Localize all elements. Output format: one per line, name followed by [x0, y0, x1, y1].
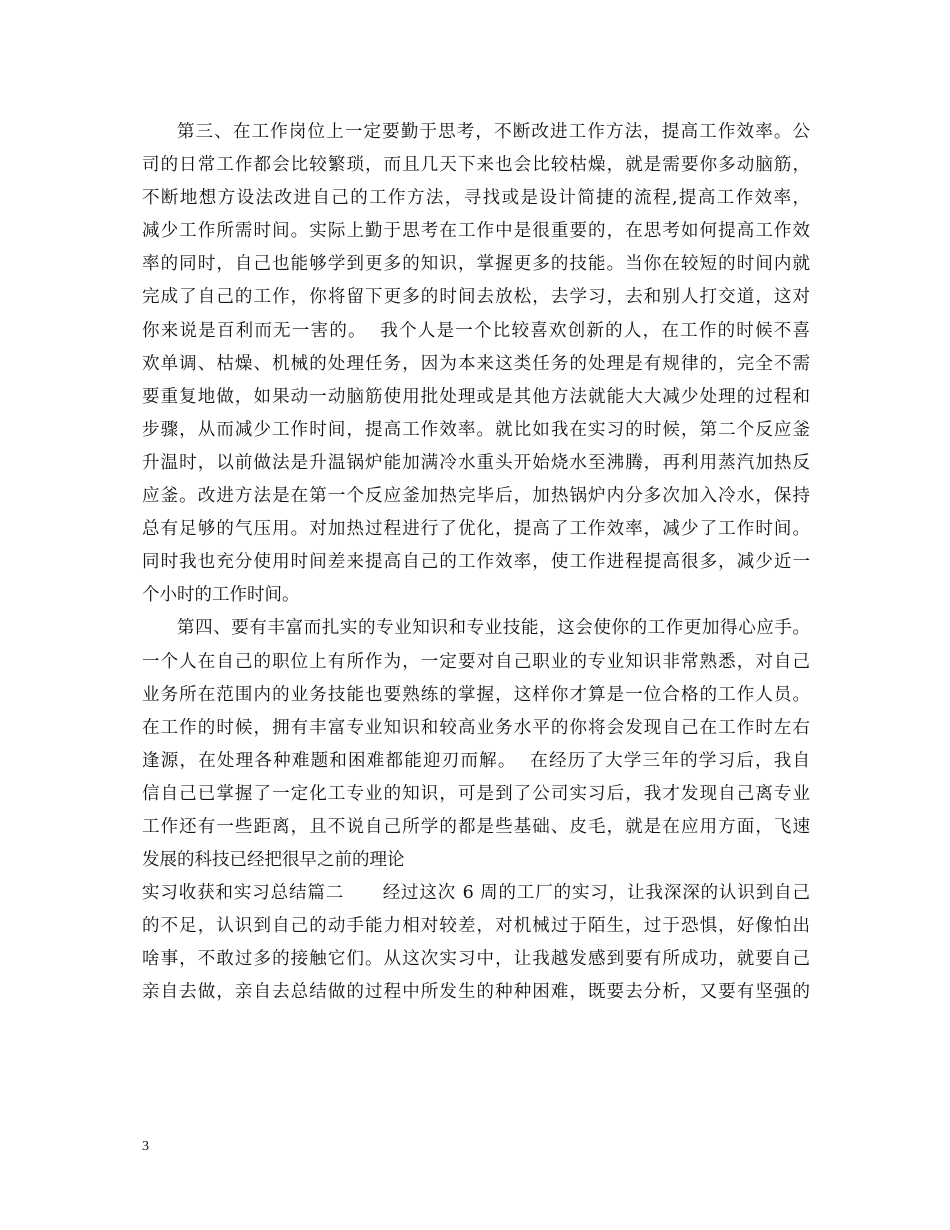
- paragraph-line: 司的日常工作都会比较繁琐，而且几天下来也会比较枯燥，就是需要你多动脑筋，: [142, 155, 810, 176]
- body-text: [142, 116, 810, 1010]
- paragraph-line: 啥事，不敢过多的接触它们。从这次实习中，让我越发感到要有所成功，就要自己: [142, 949, 810, 970]
- paragraph-line: 第四、要有丰富而扎实的专业知识和专业技能，这会使你的工作更加得心应手。: [177, 618, 810, 639]
- paragraph-line: 欢单调、枯燥、机械的处理任务，因为本来这类任务的处理是有规律的，完全不需: [142, 353, 810, 374]
- paragraph-line: 应釜。改进方法是在第一个反应釜加热完毕后，加热锅炉内分多次加入冷水，保持: [142, 486, 810, 507]
- paragraph-line: 信自己已掌握了一定化工专业的知识，可是到了公司实习后，我才发现自己离专业: [142, 783, 810, 804]
- paragraph-line: 工作还有一些距离，且不说自己所学的都是些基础、皮毛，就是在应用方面，飞速: [142, 816, 810, 837]
- paragraph-line: 一个人在自己的职位上有所作为，一定要对自己职业的专业知识非常熟悉，对自己: [142, 651, 810, 672]
- paragraph-line: 个小时的工作时间。: [142, 585, 300, 606]
- paragraph-line: 的不足，认识到自己的动手能力相对较差，对机械过于陌生，过于恐惧，好像怕出: [142, 916, 810, 937]
- paragraph-line: 同时我也充分使用时间差来提高自己的工作效率，使工作进程提高很多，减少近一: [142, 552, 810, 573]
- paragraph-line: 亲自去做，亲自去总结做的过程中所发生的种种困难，既要去分析，又要有坚强的: [142, 982, 810, 1003]
- paragraph-line: 完成了自己的工作，你将留下更多的时间去放松，去学习，去和别人打交道，这对: [142, 287, 810, 308]
- page-number: 3: [142, 1139, 149, 1154]
- paragraph-line: 逢源，在处理各种难题和困难都能迎刃而解。 在经历了大学三年的学习后，我自: [142, 750, 810, 771]
- paragraph-line: 发展的科技已经把很早之前的理论: [142, 850, 405, 871]
- paragraph-line: 升温时，以前做法是升温锅炉能加满冷水重头开始烧水至沸腾，再利用蒸汽加热反: [142, 452, 810, 473]
- paragraph-line: 步骤，从而减少工作时间，提高工作效率。就比如我在实习的时候，第二个反应釜: [142, 419, 810, 440]
- paragraph-line: 总有足够的气压用。对加热过程进行了优化，提高了工作效率，减少了工作时间。: [142, 519, 810, 540]
- paragraph-line: 你来说是百利而无一害的。 我个人是一个比较喜欢创新的人，在工作的时候不喜: [142, 320, 810, 341]
- paragraph-line: 不断地想方设法改进自己的工作方法，寻找或是设计简捷的流程,提高工作效率，: [142, 188, 810, 209]
- paragraph-line: 在工作的时候，拥有丰富专业知识和较高业务水平的你将会发现自己在工作时左右: [142, 717, 810, 738]
- paragraph-line: 率的同时，自己也能够学到更多的知识，掌握更多的技能。当你在较短的时间内就: [142, 254, 810, 275]
- paragraph-line: 要重复地做，如果动一动脑筋使用批处理或是其他方法就能大大减少处理的过程和: [142, 386, 810, 407]
- paragraph-line: 减少工作所需时间。实际上勤于思考在工作中是很重要的，在思考如何提高工作效: [142, 221, 810, 242]
- paragraph-line: 业务所在范围内的业务技能也要熟练的掌握，这样你才算是一位合格的工作人员。: [142, 684, 810, 705]
- paragraph-line: 第三、在工作岗位上一定要勤于思考，不断改进工作方法，提高工作效率。公: [177, 122, 810, 142]
- section-heading-line: 实习收获和实习总结篇二 经过这次 6 周的工厂的实习，让我深深的认识到自己: [142, 883, 810, 904]
